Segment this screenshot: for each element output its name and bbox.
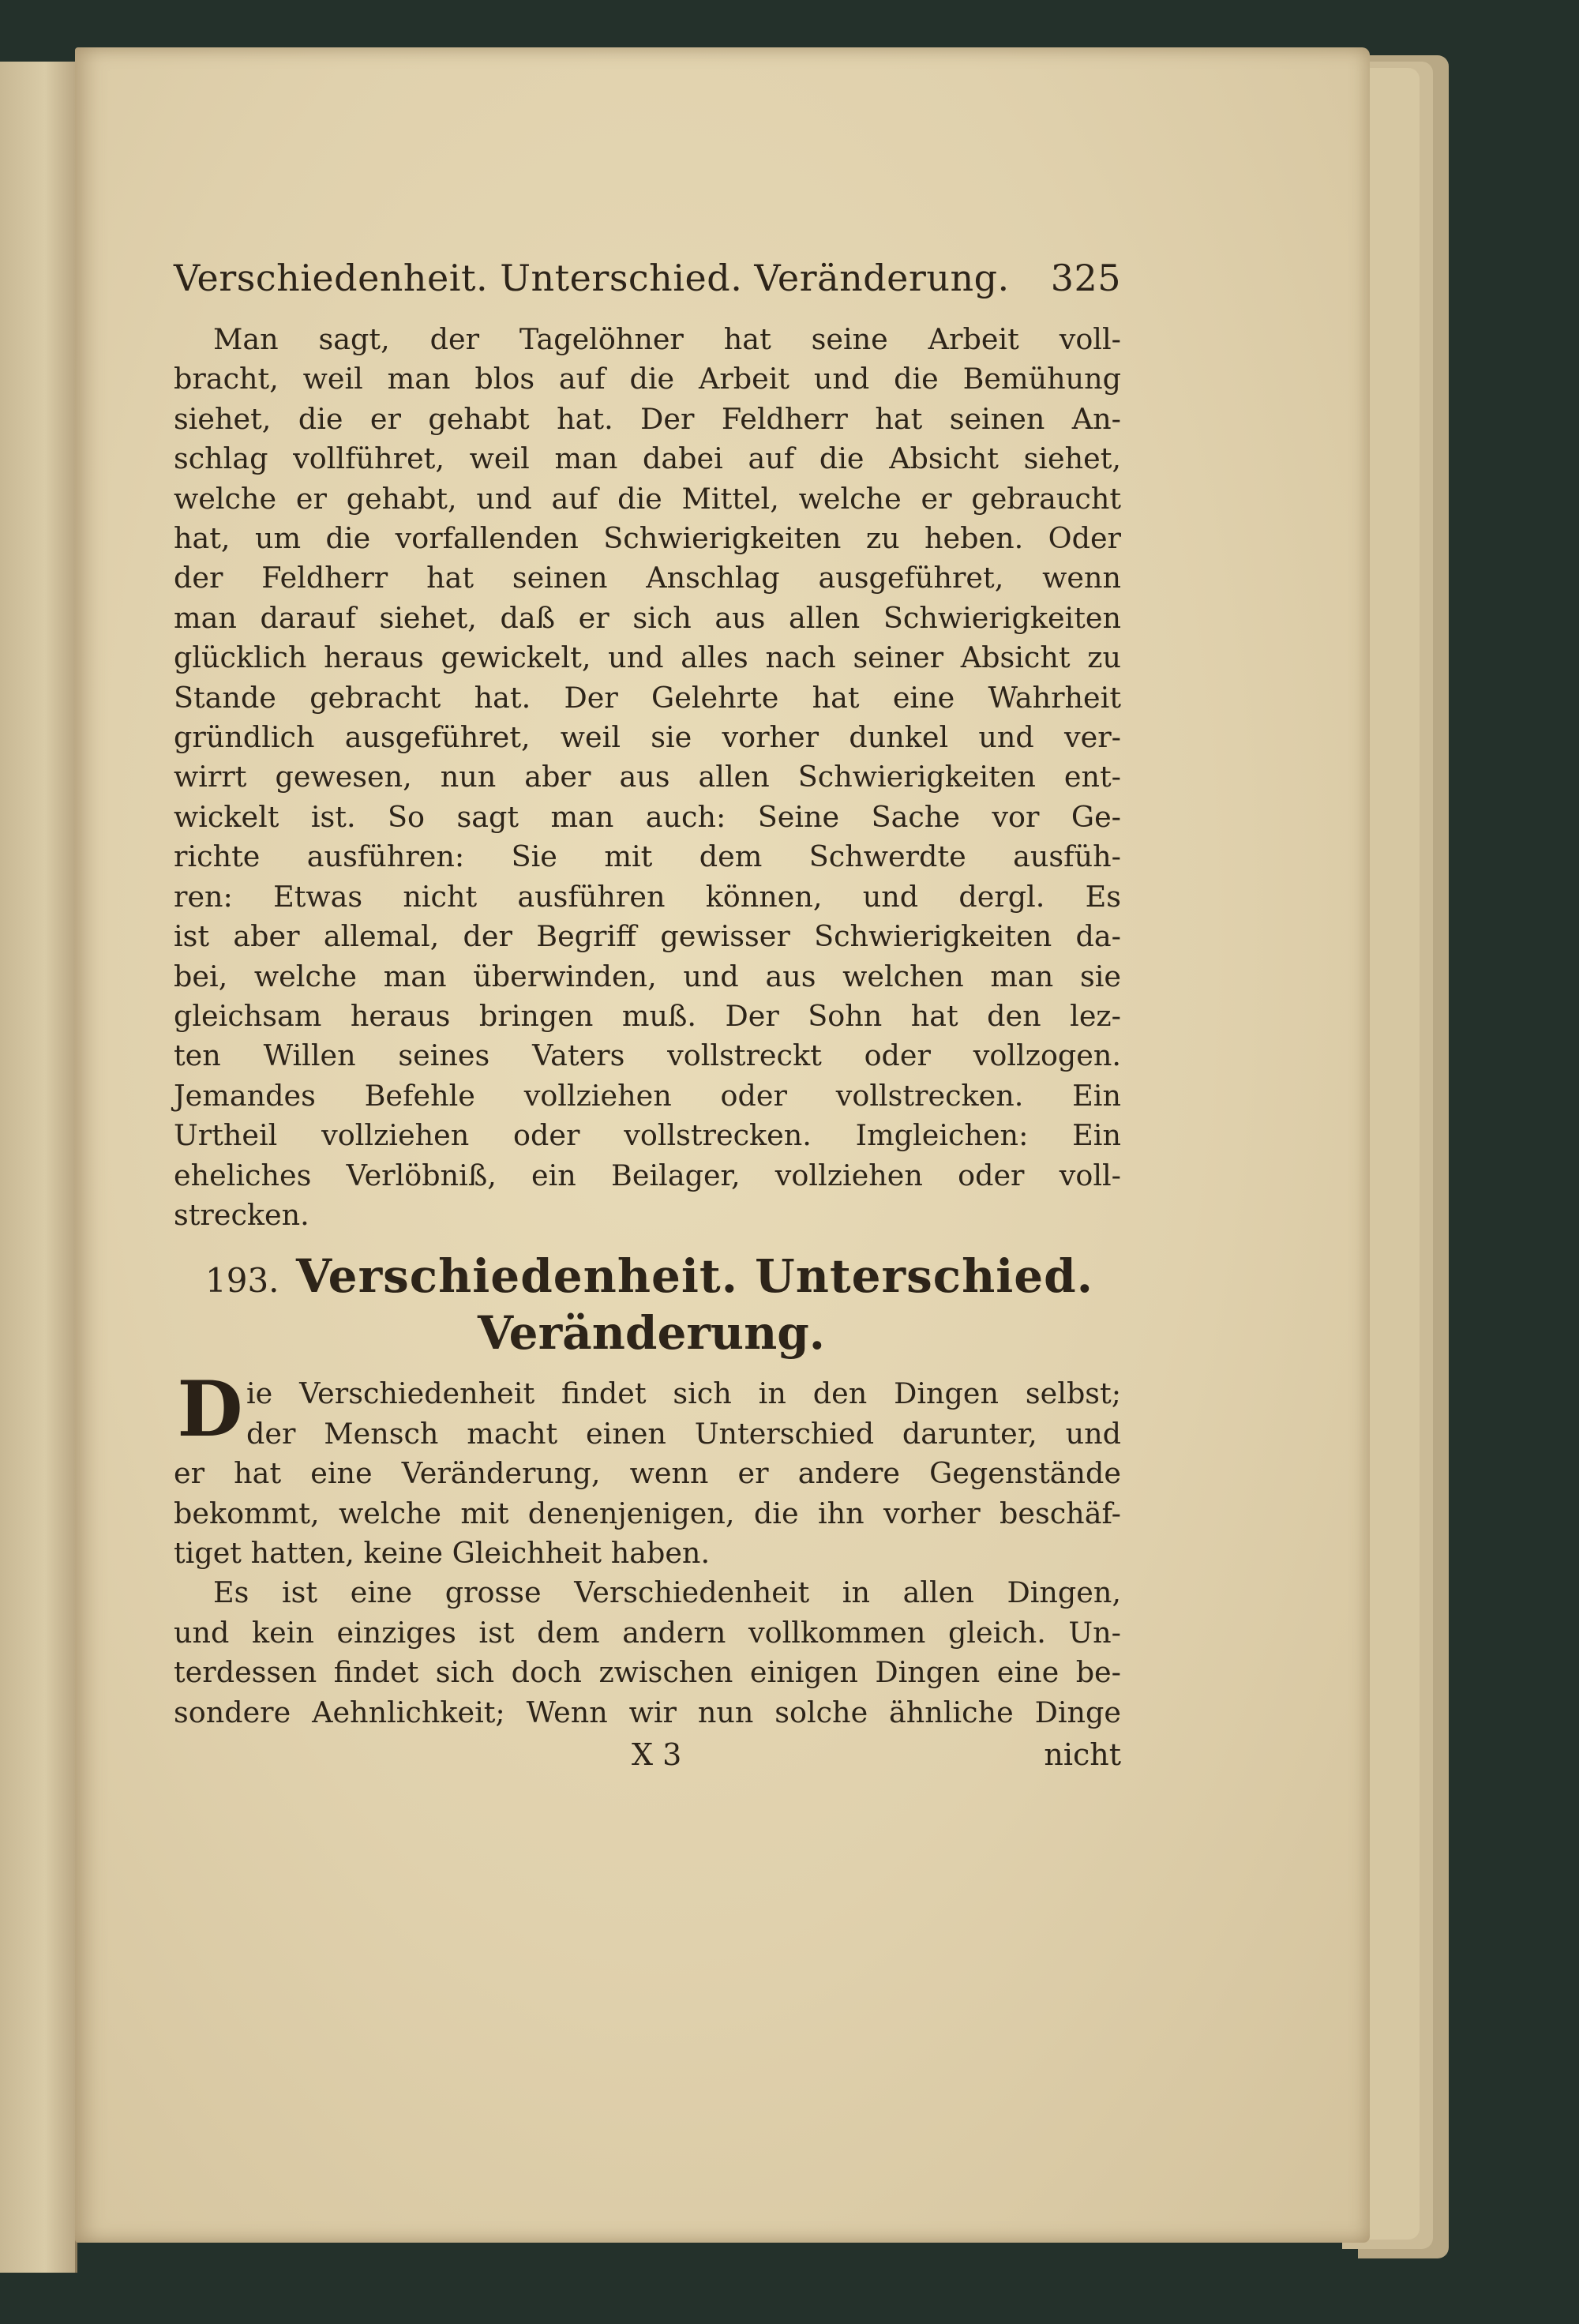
- dropcap-lines: [246, 1374, 1121, 1454]
- dropcap-letter: D: [177, 1365, 243, 1455]
- paragraph-2: [174, 1365, 1121, 1573]
- text-line: der Mensch macht einen Unterschied darunter, und: [246, 1416, 1121, 1451]
- text-line: Stande gebracht hat. Der Gelehrte hat eine Wahrheit: [174, 680, 1121, 715]
- section-heading: [174, 1249, 1121, 1303]
- text-line: Es ist eine grosse Verschiedenheit in allen Dingen,: [213, 1575, 1121, 1610]
- text-line: ren: Etwas nicht ausführen können, und dergl. Es: [174, 879, 1121, 914]
- text-line: man darauf siehet, daß er sich aus allen Schwierigkeiten: [174, 600, 1121, 635]
- text-line: ten Willen seines Vaters vollstreckt oder vollzogen.: [174, 1038, 1121, 1073]
- text-line: ie Verschiedenheit findet sich in den Dingen selbst;: [246, 1376, 1121, 1411]
- text-line: wickelt ist. So sagt man auch: Seine Sache vor Ge-: [174, 799, 1121, 834]
- paragraph-1: [174, 320, 1121, 1235]
- text-line: bekommt, welche mit denenjenigen, die ihn vorher beschäf-: [174, 1496, 1121, 1530]
- text-line: hat, um die vorfallenden Schwierigkeiten zu heben. Oder: [174, 521, 1121, 556]
- text-line: terdessen findet sich doch zwischen einigen Dingen eine be-: [174, 1655, 1121, 1690]
- dropcap-row: [174, 1365, 1121, 1455]
- text-line: bracht, weil man blos auf die Arbeit und die Bemühung: [174, 362, 1121, 396]
- text-line: Urtheil vollziehen oder vollstrecken. Imgleichen: Ein: [174, 1118, 1121, 1153]
- text-line: schlag vollführet, weil man dabei auf die Absicht siehet,: [174, 441, 1121, 476]
- catchword: nicht: [1044, 1737, 1121, 1772]
- text-line: gründlich ausgeführet, weil sie vorher dunkel und ver-: [174, 720, 1121, 755]
- left-page-edge: [0, 62, 77, 2273]
- page-number: 325: [1050, 257, 1121, 299]
- text-line: Jemandes Befehle vollziehen oder vollstrecken. Ein: [174, 1078, 1121, 1113]
- section-title-line2: Veränderung.: [478, 1306, 825, 1361]
- text-line: gleichsam heraus bringen muß. Der Sohn hat den lez-: [174, 998, 1121, 1033]
- text-line: wirrt gewesen, nun aber aus allen Schwierigkeiten ent-: [174, 760, 1121, 794]
- text-line: richte ausführen: Sie mit dem Schwerdte ausfüh-: [174, 839, 1121, 874]
- running-head-title: Verschiedenheit. Unterschied. Veränderung.: [174, 257, 1010, 299]
- text-line: siehet, die er gehabt hat. Der Feldherr hat seinen An-: [174, 401, 1121, 436]
- text-line: tiget hatten, keine Gleichheit haben.: [174, 1535, 711, 1570]
- text-line: glücklich heraus gewickelt, und alles nach seiner Absicht zu: [174, 640, 1121, 675]
- text-line: eheliches Verlöbniß, ein Beilager, vollziehen oder voll-: [174, 1158, 1121, 1192]
- text-line: ist aber allemal, der Begriff gewisser Schwierigkeiten da-: [174, 919, 1121, 954]
- text-block: [174, 257, 1121, 1772]
- text-line: welche er gehabt, und auf die Mittel, welche er gebraucht: [174, 481, 1121, 516]
- page-footer: [174, 1737, 1121, 1772]
- text-line: der Feldherr hat seinen Anschlag ausgeführet, wenn: [174, 561, 1121, 595]
- text-line: er hat eine Veränderung, wenn er andere Gegenstände: [174, 1456, 1121, 1491]
- section-number: 193.: [205, 1261, 279, 1301]
- signature-mark: X 3: [632, 1737, 682, 1772]
- text-line: und kein einziges ist dem andern vollkommen gleich. Un-: [174, 1615, 1121, 1650]
- text-line: bei, welche man überwinden, und aus welchen man sie: [174, 959, 1121, 993]
- book-page: [75, 47, 1370, 2243]
- text-line: Man sagt, der Tagelöhner hat seine Arbeit voll-: [213, 322, 1121, 356]
- section-title-line1: Verschiedenheit. Unterschied.: [296, 1249, 1093, 1304]
- text-line: sondere Aehnlichkeit; Wenn wir nun solche ähnliche Dinge: [174, 1695, 1121, 1729]
- text-line: strecken.: [174, 1197, 309, 1232]
- running-head: [174, 257, 1121, 299]
- paragraph-3: [174, 1573, 1121, 1733]
